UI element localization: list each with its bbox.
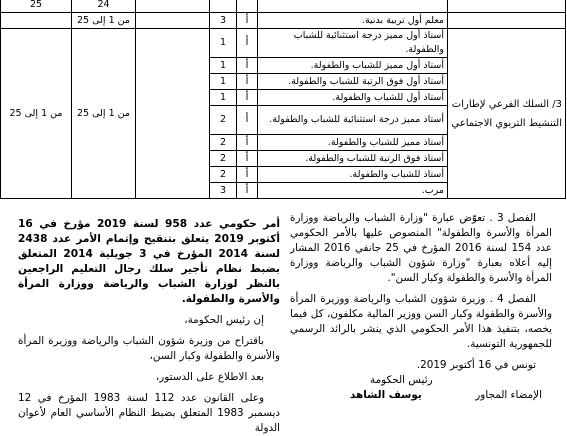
grade-cell: أستاذ مميز للشباب والطفولة. [258,135,448,151]
subcategory-cell: أ [237,183,258,199]
subcategory-cell: أ [237,13,258,29]
decree-constitution: بعد الاطلاع على الدستور، [155,371,264,383]
subcategory-cell: أ [237,151,258,167]
article-3: الفصل 3 . تعوّض عبارة "وزارة الشباب والرياضة ووزارة المرأة والأسرة والطفولة" المنصوص عليها بالأمر الحكومي عدد 154 لسنة 2016 المؤرخ في 25 جانفي 2016 المشار إليه أعلاه بعبارة "وزارة شؤون الشباب والرياضة ووزارة المرأة والأسرة والطفولة وكبار السن". [290,212,552,284]
level-cell: 1 [210,29,237,58]
decree-proposal: باقتراح من وزيرة شؤون الشباب والرياضة ووزيرة المرأة والأسرة والطفولة وكبار السن، [18,335,280,362]
level-cell: 1 [210,90,237,106]
range-cell: من 1 إلى 25 [72,13,136,29]
countersign-label: الإمضاء المجاور [475,389,542,401]
level-cell: 3 [210,183,237,199]
table-row [1,13,566,29]
grade-cell: أستاذ أول مميز للشباب والطفولة. [258,58,448,74]
right-text-column [290,211,552,403]
level-cell: 2 [210,167,237,183]
level-cell: 2 [210,135,237,151]
head-of-government-label: رئيس الحكومة [370,374,433,386]
subcategory-cell: أ [237,167,258,183]
article-4: الفصل 4 . وزيرة شؤون الشباب والرياضة ووزيرة المرأة والأسرة والطفولة وكبار السن ووزير المالية مكلفون، كل فيما يخصه، بتنفيذ هذا الأمر الحكومي الذي ينشر بالرائد الرسمي للجمهورية التونسية. [290,293,552,350]
table-row [1,0,566,13]
grade-cell: أستاذ مميز درجة استثنائية للشباب والطفولة. [258,106,448,135]
range-cell: من 1 إلى 25 [72,29,136,199]
range-cell [1,13,72,29]
subcategory-cell: أ [237,106,258,135]
level-cell: 2 [210,106,237,135]
grade-cell: أستاذ فوق الرتبة للشباب والطفولة. [258,151,448,167]
subcategory-cell: أ [237,135,258,151]
top-range-left: 25 [1,0,72,13]
range-cell: من 1 إلى 25 [1,29,72,199]
signer-name: يوسف الشاهد [350,389,422,401]
table-row [1,29,566,58]
signing-date: تونس في 16 أكتوبر 2019. [416,359,536,371]
level-cell: 1 [210,74,237,90]
grade-cell: أستاذ أول فوق الرتبة للشباب والطفولة. [258,74,448,90]
level-cell: 1 [210,58,237,74]
group-label-cell: 3/ السلك الفرعي لإطارات التنشيط التربوي الاجتماعي [448,29,566,199]
grade-cell: مرب. [258,183,448,199]
decree-title: أمر حكومي عدد 958 لسنة 2019 مؤرخ في 16 أكتوبر 2019 يتعلق بتنقيح وإتمام الأمر عدد 2438 لسنة 2014 المؤرخ في 3 جويلية 2014 المتعلق بضبط نظام تأجير سلك رجال التعليم الراجعين بالنظر لوزارة الشباب والرياضة ووزارة المرأة والأسرة والطفولة. [18,218,281,305]
grade-cell: أستاذ أول مميز درجة استثنائية للشباب والطفولة. [258,29,448,58]
range-cell [136,29,210,199]
decree-law-reference: وعلى القانون عدد 112 لسنة 1983 المؤرخ في 12 ديسمبر 1983 المتعلق بضبط النظام الأساسي العام لأعوان الدولة [18,392,280,434]
grade-cell: أستاذ أول للشباب والطفولة. [258,90,448,106]
subcategory-cell: أ [237,29,258,58]
decree-intro: إن رئيس الحكومة، [184,314,264,326]
subcategory-cell: أ [237,74,258,90]
salary-grade-table [0,0,566,199]
subcategory-cell: أ [237,58,258,74]
grade-cell: أستاذ للشباب والطفولة. [258,167,448,183]
left-text-column [18,217,280,436]
top-range-mid: 24 [72,0,136,13]
level-cell: 2 [210,151,237,167]
level-cell: 3 [210,13,237,29]
subcategory-cell: أ [237,90,258,106]
grade-cell: معلم أول تربية بدنية. [258,13,448,29]
